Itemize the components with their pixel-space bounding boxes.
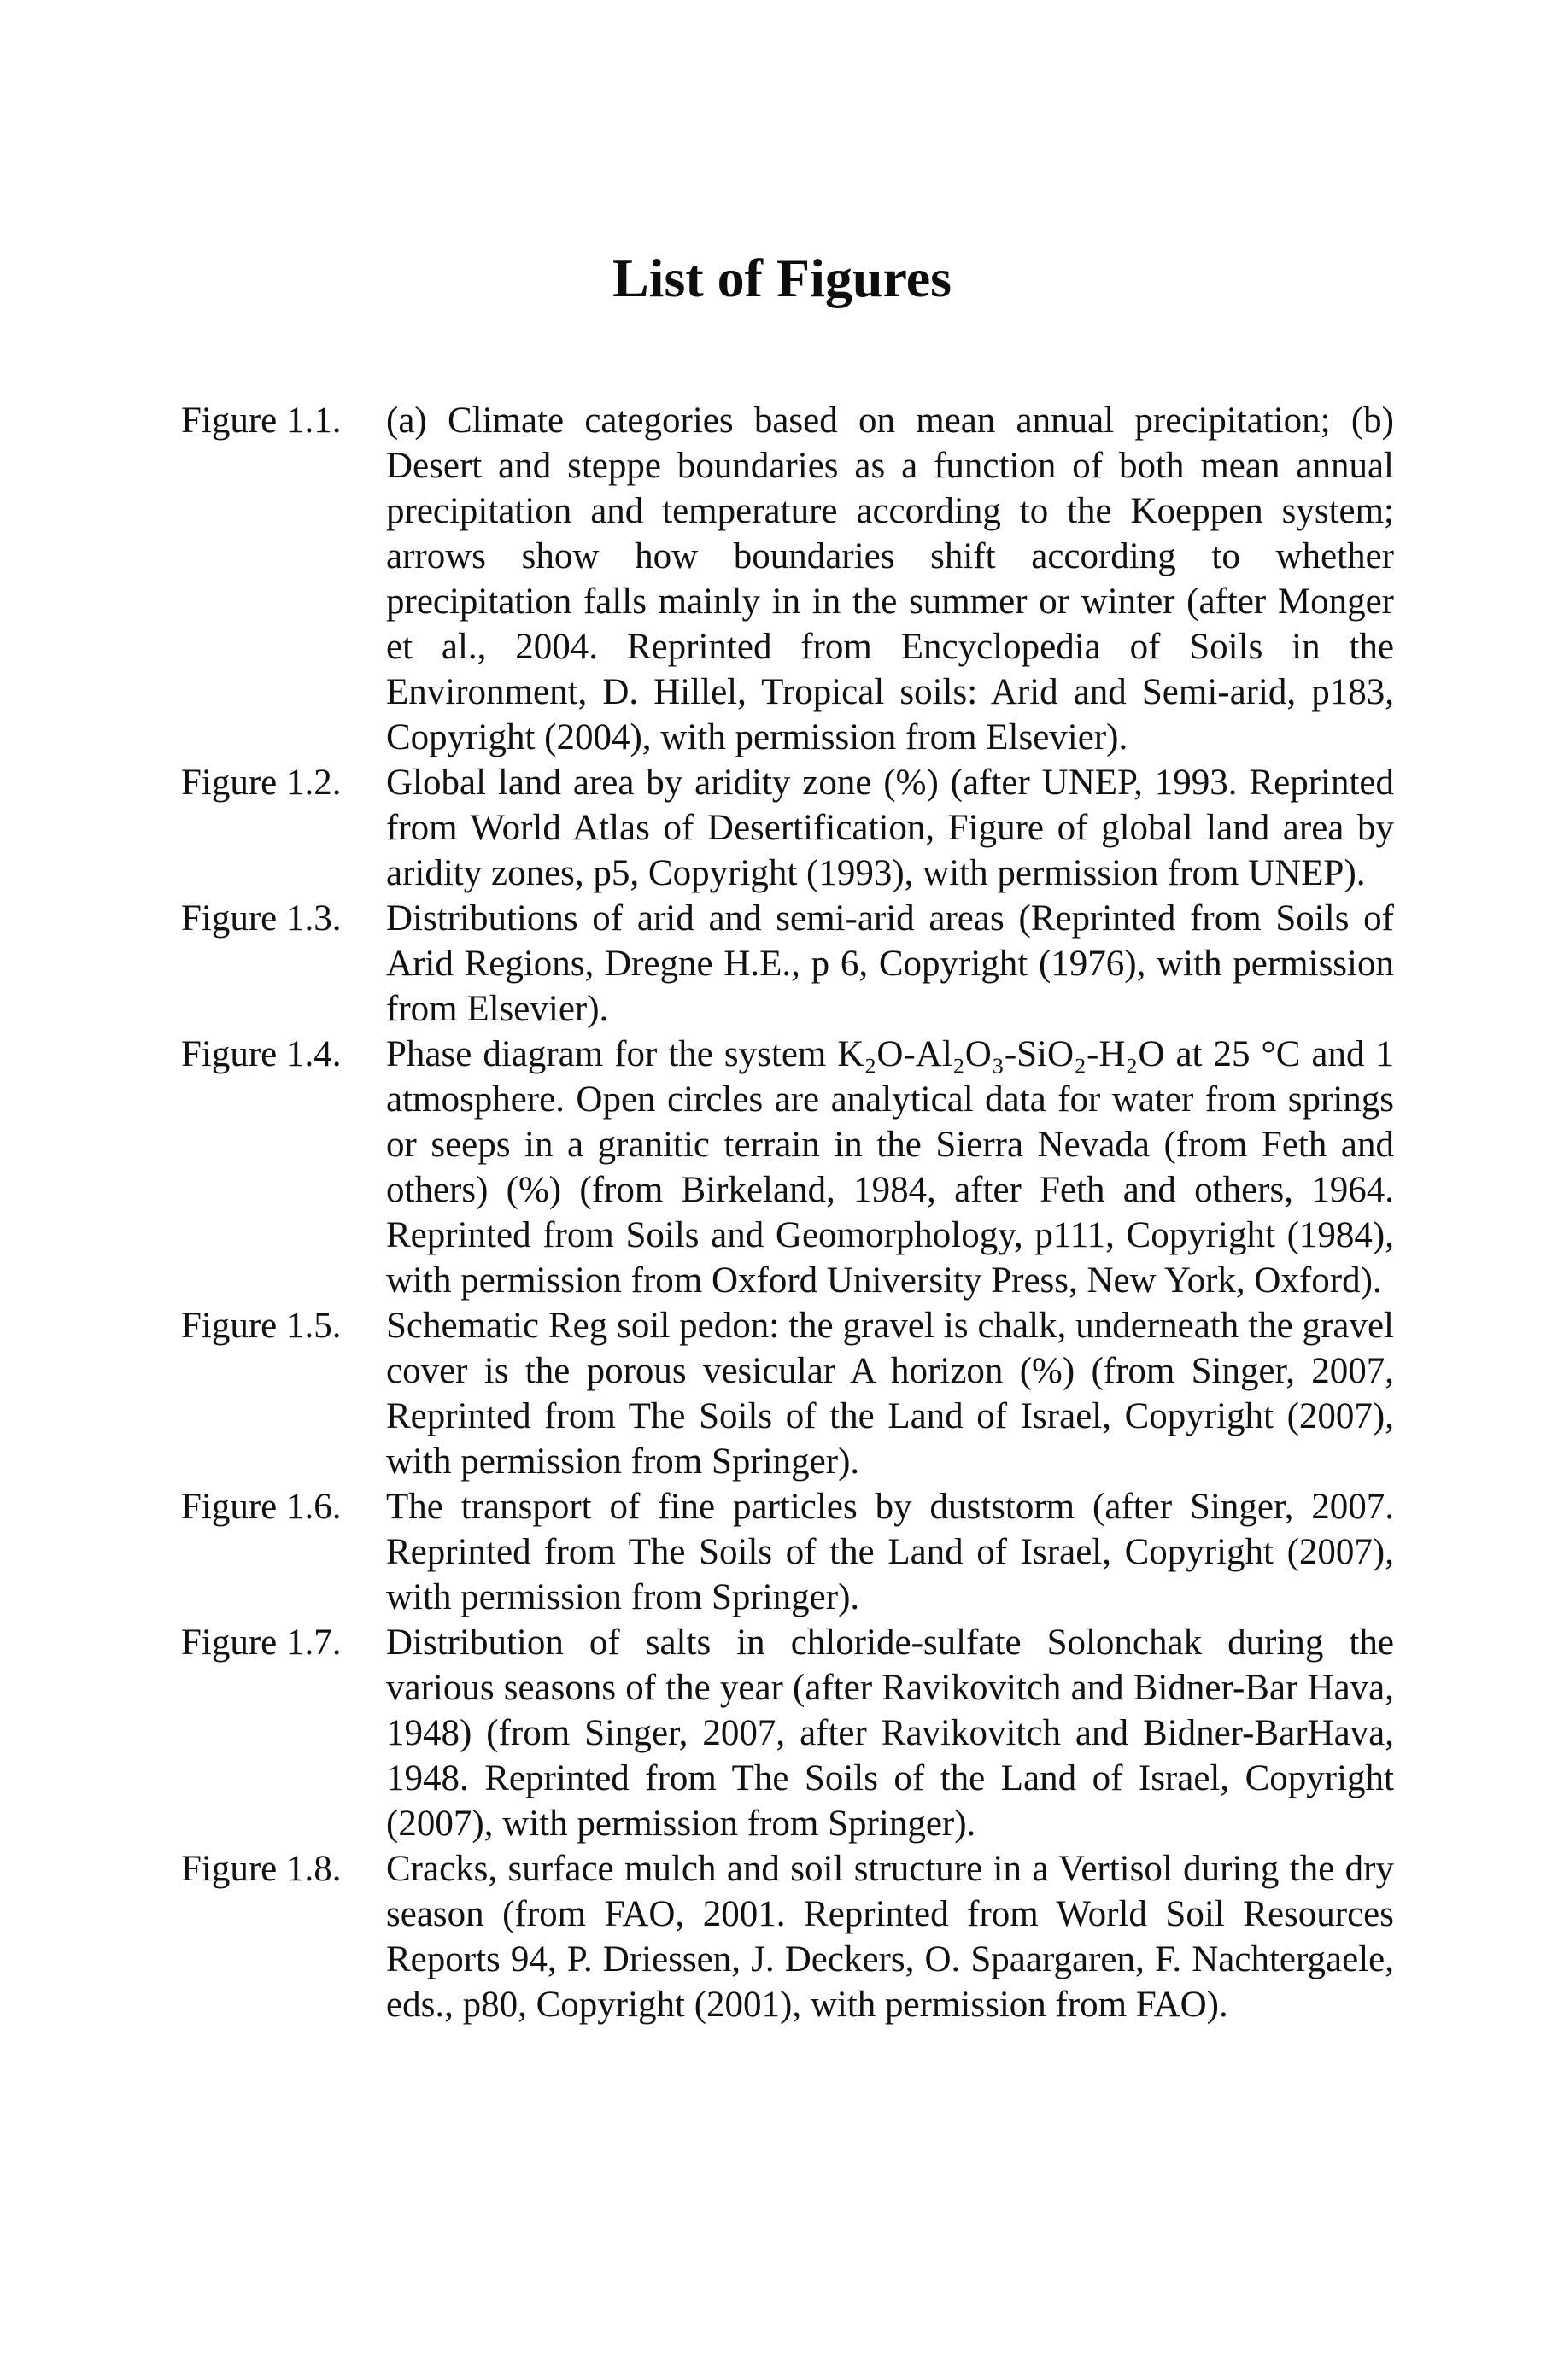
figure-entry-1-4 bbox=[181, 1032, 1394, 1303]
figure-caption: Distributions of arid and semi-arid areas (Reprinted from Soils of Arid Regions, Dregne H.E., p 6, Copyright (1976), with permission from Elsevier). bbox=[386, 898, 1394, 1029]
figure-label: Figure 1.2. bbox=[181, 763, 342, 803]
page-title: List of Figures bbox=[612, 248, 952, 308]
figure-caption: The transport of fine particles by duststorm (after Singer, 2007. Reprinted from The Soils of the Land of Israel, Copyright (2007), with permission from Springer). bbox=[386, 1487, 1394, 1617]
figure-entry-1-3 bbox=[181, 896, 1394, 1032]
figure-caption: Global land area by aridity zone (%) (after UNEP, 1993. Reprinted from World Atlas of Desertification, Figure of global land area by aridity zones, p5, Copyright (1993), with permission from UNEP). bbox=[386, 763, 1394, 893]
figure-label: Figure 1.7. bbox=[181, 1623, 342, 1663]
figure-entry-1-8 bbox=[181, 1846, 1394, 2027]
figure-entry-1-6 bbox=[181, 1484, 1394, 1620]
figure-caption: Cracks, surface mulch and soil structure in a Vertisol during the dry season (from FAO, 2001. Reprinted from World Soil Resources Reports 94, P. Driessen, J. Deckers, O. Spaargaren, F. Nachtergaele, eds., p80, Copyright (2001), with permission from FAO). bbox=[386, 1849, 1394, 2025]
figure-entry-1-5 bbox=[181, 1303, 1394, 1484]
figure-label: Figure 1.1. bbox=[181, 401, 342, 441]
figure-label: Figure 1.5. bbox=[181, 1306, 342, 1346]
figure-label: Figure 1.3. bbox=[181, 898, 342, 939]
figure-list bbox=[181, 398, 1394, 2027]
figure-label: Figure 1.8. bbox=[181, 1849, 342, 1889]
figure-entry-1-1 bbox=[181, 398, 1394, 760]
figure-caption: Schematic Reg soil pedon: the gravel is chalk, underneath the gravel cover is the porous vesicular A horizon (%) (from Singer, 2007, Reprinted from The Soils of the Land of Israel, Copyright (2007), with permission from Springer). bbox=[386, 1306, 1394, 1482]
figure-entry-1-2 bbox=[181, 760, 1394, 896]
figure-label: Figure 1.6. bbox=[181, 1487, 342, 1527]
figure-caption: (a) Climate categories based on mean annual precipitation; (b) Desert and steppe boundaries as a function of both mean annual precipitation and temperature according to the Koeppen system; arrows show how boundaries shift according to whether precipitation falls mainly in in the summer or winter (after Monger et al., 2004. Reprinted from Encyclopedia of Soils in the Environment, D. Hillel, Tropical soils: Arid and Semi-arid, p183, Copyright (2004), with permission from Elsevier). bbox=[386, 401, 1394, 757]
figure-label: Figure 1.4. bbox=[181, 1034, 342, 1074]
figure-caption: Phase diagram for the system K₂O-Al₂O₃-SiO₂-H₂O at 25 °C and 1 atmosphere. Open circles are analytical data for water from springs or seeps in a granitic terrain in the Sierra Nevada (from Feth and others) (%) (from Birkeland, 1984, after Feth and others, 1964. Reprinted from Soils and Geomorphology, p111, Copyright (1984), with permission from Oxford University Press, New York, Oxford). bbox=[386, 1034, 1394, 1301]
figure-caption: Distribution of salts in chloride-sulfate Solonchak during the various seasons of the year (after Ravikovitch and Bidner-Bar Hava, 1948) (from Singer, 2007, after Ravikovitch and Bidner-BarHava, 1948. Reprinted from The Soils of the Land of Israel, Copyright (2007), with permission from Springer). bbox=[386, 1623, 1394, 1844]
figure-entry-1-7 bbox=[181, 1620, 1394, 1846]
